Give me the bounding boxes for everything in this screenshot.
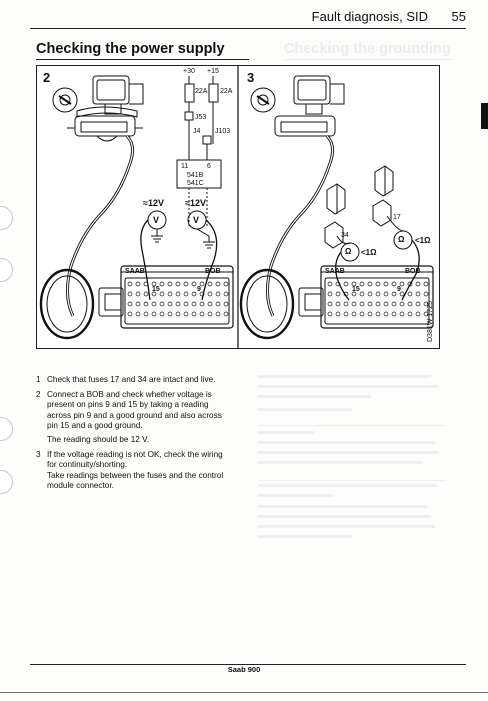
bob-pin [160,282,164,286]
page-bottom-edge [0,692,488,693]
bob-pin [376,282,380,286]
bob-pin [384,302,388,306]
bob-pin [336,292,340,296]
bob-pin [368,282,372,286]
bob-pin [128,312,132,316]
bob-pin [376,292,380,296]
bob-pin [408,292,412,296]
bob-pin [376,302,380,306]
binder-hole [0,417,13,441]
bob-pin [336,312,340,316]
bob-label: BOB [205,268,221,275]
pin6-label: 6 [207,163,211,170]
list-item [36,375,228,385]
ohmmeter-icon: Ω [345,247,352,256]
bob-pin [344,312,348,316]
fuse-rating-b: 22A [220,88,233,95]
bob-pin [144,302,148,306]
ground-label-17: 17 [393,214,401,221]
pin9-label: 9 [397,286,401,293]
bob-pin [208,292,212,296]
bob-pin [328,282,332,286]
bob-pin [408,302,412,306]
bob-pin [128,292,132,296]
bob-pin [144,312,148,316]
bob-pin [168,302,172,306]
bob-pin [224,302,228,306]
saab-label: SAAB [125,268,145,275]
step-note: The reading should be 12 V. [47,435,150,445]
step-text: Check that fuses 17 and 34 are intact and live. [47,375,216,384]
module-label-541c: 541C [187,180,204,187]
bob-pin [184,282,188,286]
figure-label-3: 3 [247,70,255,85]
bob-pin [136,282,140,286]
bob-pin [176,312,180,316]
page-header [30,6,466,29]
step-text: If the voltage reading is not OK, check the wiring for continuity/shorting. [47,450,223,470]
bob-pin [376,312,380,316]
figure-label-2: 2 [43,70,51,85]
bob-pin [352,312,356,316]
step-text: Connect a BOB and check whether voltage is present on pins 9 and 15 by taking a reading across pin 9 and a good ground and also across pin 15 and a good ground. [47,390,222,430]
show-through-underline [284,59,454,60]
bob-pin [400,302,404,306]
list-item [36,450,228,491]
bob-pin [128,282,132,286]
voltmeter-icon: V [193,215,200,225]
pin11-label: 11 [181,163,189,170]
bob-pin [368,312,372,316]
ohmmeter-icon: Ω [398,235,405,244]
list-item [36,390,228,445]
bob-pin [168,312,172,316]
pin9-label: 9 [197,286,201,293]
fuse-rating-a: 22A [195,88,208,95]
bob-pin [344,302,348,306]
step-number: 2 [36,390,41,400]
bob-pin [400,312,404,316]
title-underline [36,59,249,60]
bob-pin [384,282,388,286]
bob-pin [392,292,396,296]
plus30-label: +30 [183,68,195,75]
bob-pin [392,302,396,306]
show-through-rule [258,425,446,426]
step-number: 3 [36,450,41,460]
voltage-reading-left: ≈12V [143,198,164,208]
resistance-reading-a: <1Ω [361,248,377,257]
pin15-label: 15 [152,286,160,293]
bob-pin [328,312,332,316]
step-note: Take readings between the fuses and the control module connector. [47,470,224,490]
figure-code: D381W 1725 [427,301,434,342]
bob-pin [192,302,196,306]
instruction-list [36,375,228,496]
j53-label: J53 [195,114,207,121]
bob-pin [216,302,220,306]
binder-hole [0,206,13,230]
resistance-reading-b: <1Ω [415,236,431,245]
binder-hole [0,258,13,282]
bob-pin [168,282,172,286]
bob-pin [176,282,180,286]
bob-pin [360,312,364,316]
bob-pin [360,302,364,306]
bob-pin [216,312,220,316]
bob-pin [144,292,148,296]
bob-pin [200,302,204,306]
bob-pin [208,282,212,286]
bob-pin [160,292,164,296]
binder-hole [0,470,13,494]
bob-pin [128,302,132,306]
saab-label: SAAB [325,268,345,275]
ground-label-34: 34 [341,232,349,239]
footer-text: Saab 900 [227,665,261,674]
pin15-label: 15 [352,286,360,293]
step-number: 1 [36,375,41,384]
j4-label: J4 [193,128,201,135]
bob-pin [216,282,220,286]
bob-pin [208,302,212,306]
bob-pin [176,292,180,296]
bob-pin [152,302,156,306]
bob-pin [184,302,188,306]
bob-pin [408,312,412,316]
wiring-diagram [37,66,439,348]
bob-pin [384,312,388,316]
bob-pin [416,282,420,286]
voltage-reading-right: ≈12V [185,198,206,208]
bob-pin [192,312,196,316]
bob-pin [392,312,396,316]
bob-pin [160,312,164,316]
bob-pin [224,312,228,316]
show-through-text [258,375,446,545]
bob-pin [184,292,188,296]
bob-pin [344,282,348,286]
section-title: Checking the power supply [36,41,225,57]
bob-pin [416,292,420,296]
page-number: 55 [451,9,466,24]
voltmeter-icon: V [153,215,160,225]
bob-pin [192,292,196,296]
bob-pin [136,292,140,296]
bob-pin [424,282,428,286]
bob-pin [368,292,372,296]
bob-pin [224,282,228,286]
module-label-541b: 541B [187,172,204,179]
plus15-label: +15 [207,68,219,75]
show-through-rule [258,480,446,481]
bob-pin [192,282,196,286]
wiring-figure [36,65,440,349]
bob-pin [360,292,364,296]
bob-pin [224,292,228,296]
thumb-index-marker [481,103,488,129]
bob-pin [384,292,388,296]
bob-pin [328,292,332,296]
bob-pin [200,312,204,316]
bob-pin [416,302,420,306]
bob-pin [328,302,332,306]
show-through-title: Checking the grounding [284,41,451,57]
bob-pin [168,292,172,296]
header-title: Fault diagnosis, SID [311,9,428,24]
bob-pin [416,312,420,316]
bob-pin [360,282,364,286]
bob-pin [352,302,356,306]
bob-pin [368,302,372,306]
bob-pin [336,302,340,306]
bob-pin [136,312,140,316]
bob-pin [216,292,220,296]
bob-pin [184,312,188,316]
bob-pin [176,302,180,306]
bob-pin [160,302,164,306]
bob-pin [136,302,140,306]
bob-pin [424,292,428,296]
bob-pin [392,282,396,286]
bob-label: BOB [405,268,421,275]
j103-label: J103 [215,128,231,135]
bob-pin [152,312,156,316]
bob-pin [208,312,212,316]
